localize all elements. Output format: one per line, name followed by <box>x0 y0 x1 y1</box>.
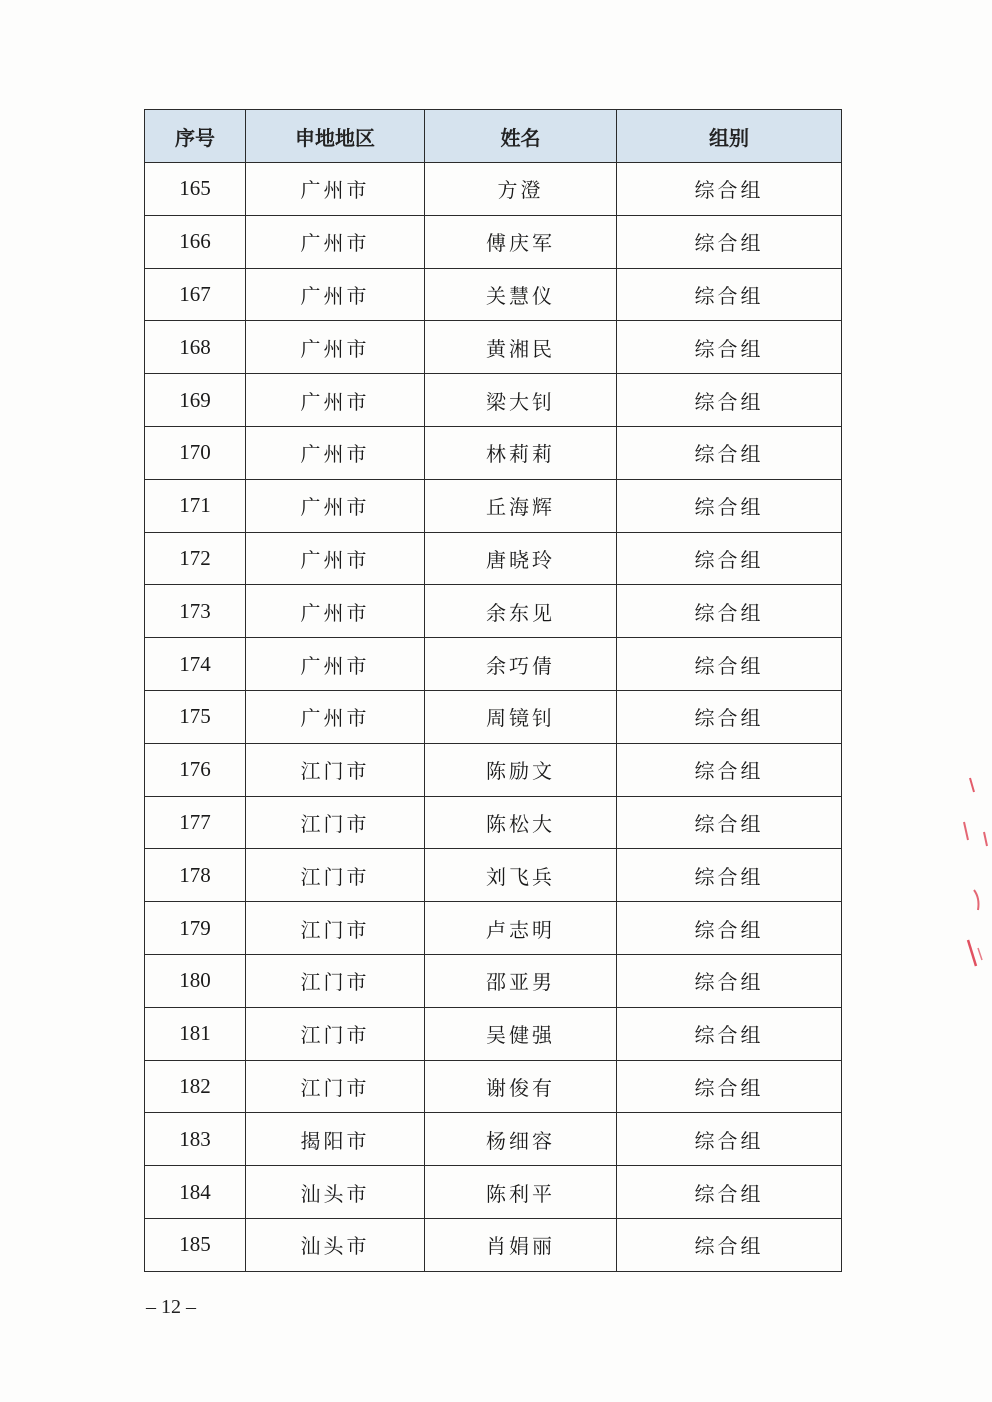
cell-name: 谢俊有 <box>425 1060 617 1113</box>
cell-group: 综合组 <box>617 1113 842 1166</box>
cell-seq: 170 <box>145 426 246 479</box>
cell-seq: 177 <box>145 796 246 849</box>
cell-region: 广州市 <box>246 374 425 427</box>
cell-name: 卢志明 <box>425 902 617 955</box>
cell-seq: 173 <box>145 585 246 638</box>
cell-seq: 180 <box>145 954 246 1007</box>
table-row <box>145 1166 842 1219</box>
cell-region: 广州市 <box>246 163 425 216</box>
cell-seq: 178 <box>145 849 246 902</box>
cell-region: 广州市 <box>246 321 425 374</box>
cell-region: 广州市 <box>246 532 425 585</box>
table-header <box>145 110 842 163</box>
cell-seq: 185 <box>145 1218 246 1271</box>
table-row <box>145 954 842 1007</box>
cell-group: 综合组 <box>617 849 842 902</box>
cell-name: 黄湘民 <box>425 321 617 374</box>
cell-region: 江门市 <box>246 902 425 955</box>
cell-seq: 174 <box>145 638 246 691</box>
cell-group: 综合组 <box>617 796 842 849</box>
cell-group: 综合组 <box>617 479 842 532</box>
cell-group: 综合组 <box>617 374 842 427</box>
cell-seq: 171 <box>145 479 246 532</box>
table-row <box>145 1218 842 1271</box>
header-seq: 序号 <box>145 110 246 163</box>
cell-group: 综合组 <box>617 163 842 216</box>
cell-name: 丘海辉 <box>425 479 617 532</box>
cell-name: 邵亚男 <box>425 954 617 1007</box>
cell-seq: 183 <box>145 1113 246 1166</box>
cell-group: 综合组 <box>617 215 842 268</box>
cell-seq: 168 <box>145 321 246 374</box>
cell-group: 综合组 <box>617 1007 842 1060</box>
table-row <box>145 163 842 216</box>
cell-region: 广州市 <box>246 585 425 638</box>
cell-seq: 184 <box>145 1166 246 1219</box>
cell-region: 江门市 <box>246 796 425 849</box>
cell-name: 林莉莉 <box>425 426 617 479</box>
table-row <box>145 215 842 268</box>
cell-seq: 166 <box>145 215 246 268</box>
table-row <box>145 479 842 532</box>
cell-name: 杨细容 <box>425 1113 617 1166</box>
cell-group: 综合组 <box>617 690 842 743</box>
cell-region: 汕头市 <box>246 1166 425 1219</box>
cell-group: 综合组 <box>617 1218 842 1271</box>
cell-name: 方澄 <box>425 163 617 216</box>
cell-group: 综合组 <box>617 585 842 638</box>
cell-seq: 179 <box>145 902 246 955</box>
cell-name: 陈励文 <box>425 743 617 796</box>
cell-region: 江门市 <box>246 743 425 796</box>
table-row <box>145 321 842 374</box>
cell-region: 江门市 <box>246 1007 425 1060</box>
table-row <box>145 796 842 849</box>
cell-region: 汕头市 <box>246 1218 425 1271</box>
cell-name: 梁大钊 <box>425 374 617 427</box>
cell-seq: 182 <box>145 1060 246 1113</box>
cell-name: 关慧仪 <box>425 268 617 321</box>
cell-region: 揭阳市 <box>246 1113 425 1166</box>
table-row <box>145 426 842 479</box>
cell-seq: 176 <box>145 743 246 796</box>
header-name: 姓名 <box>425 110 617 163</box>
cell-group: 综合组 <box>617 743 842 796</box>
cell-name: 刘飞兵 <box>425 849 617 902</box>
cell-seq: 165 <box>145 163 246 216</box>
cell-group: 综合组 <box>617 426 842 479</box>
cell-name: 陈松大 <box>425 796 617 849</box>
table-row <box>145 374 842 427</box>
cell-name: 陈利平 <box>425 1166 617 1219</box>
cell-region: 广州市 <box>246 479 425 532</box>
table-row <box>145 690 842 743</box>
table-row <box>145 1007 842 1060</box>
table-row <box>145 1060 842 1113</box>
roster-table <box>144 109 842 1272</box>
table-row <box>145 268 842 321</box>
header-region: 申地地区 <box>246 110 425 163</box>
table-body <box>145 163 842 1272</box>
cell-group: 综合组 <box>617 638 842 691</box>
cell-seq: 167 <box>145 268 246 321</box>
cell-seq: 181 <box>145 1007 246 1060</box>
table-row <box>145 585 842 638</box>
table-row <box>145 1113 842 1166</box>
table-row <box>145 849 842 902</box>
seal-stamp-fragment <box>950 770 992 980</box>
cell-seq: 175 <box>145 690 246 743</box>
cell-region: 广州市 <box>246 638 425 691</box>
cell-name: 傅庆军 <box>425 215 617 268</box>
cell-region: 江门市 <box>246 1060 425 1113</box>
cell-group: 综合组 <box>617 321 842 374</box>
cell-group: 综合组 <box>617 902 842 955</box>
cell-region: 广州市 <box>246 690 425 743</box>
table-row <box>145 638 842 691</box>
cell-region: 广州市 <box>246 215 425 268</box>
cell-group: 综合组 <box>617 268 842 321</box>
cell-region: 江门市 <box>246 954 425 1007</box>
cell-seq: 172 <box>145 532 246 585</box>
table-row <box>145 743 842 796</box>
page-number: – 12 – <box>146 1296 196 1318</box>
cell-group: 综合组 <box>617 1166 842 1219</box>
cell-region: 广州市 <box>246 268 425 321</box>
cell-group: 综合组 <box>617 954 842 1007</box>
cell-name: 余东见 <box>425 585 617 638</box>
table-row <box>145 902 842 955</box>
header-row <box>145 110 842 163</box>
table-row <box>145 532 842 585</box>
cell-region: 广州市 <box>246 426 425 479</box>
cell-name: 唐晓玲 <box>425 532 617 585</box>
cell-name: 余巧倩 <box>425 638 617 691</box>
header-group: 组别 <box>617 110 842 163</box>
cell-group: 综合组 <box>617 532 842 585</box>
cell-name: 周镜钊 <box>425 690 617 743</box>
cell-region: 江门市 <box>246 849 425 902</box>
cell-name: 吴健强 <box>425 1007 617 1060</box>
cell-name: 肖娟丽 <box>425 1218 617 1271</box>
cell-group: 综合组 <box>617 1060 842 1113</box>
cell-seq: 169 <box>145 374 246 427</box>
